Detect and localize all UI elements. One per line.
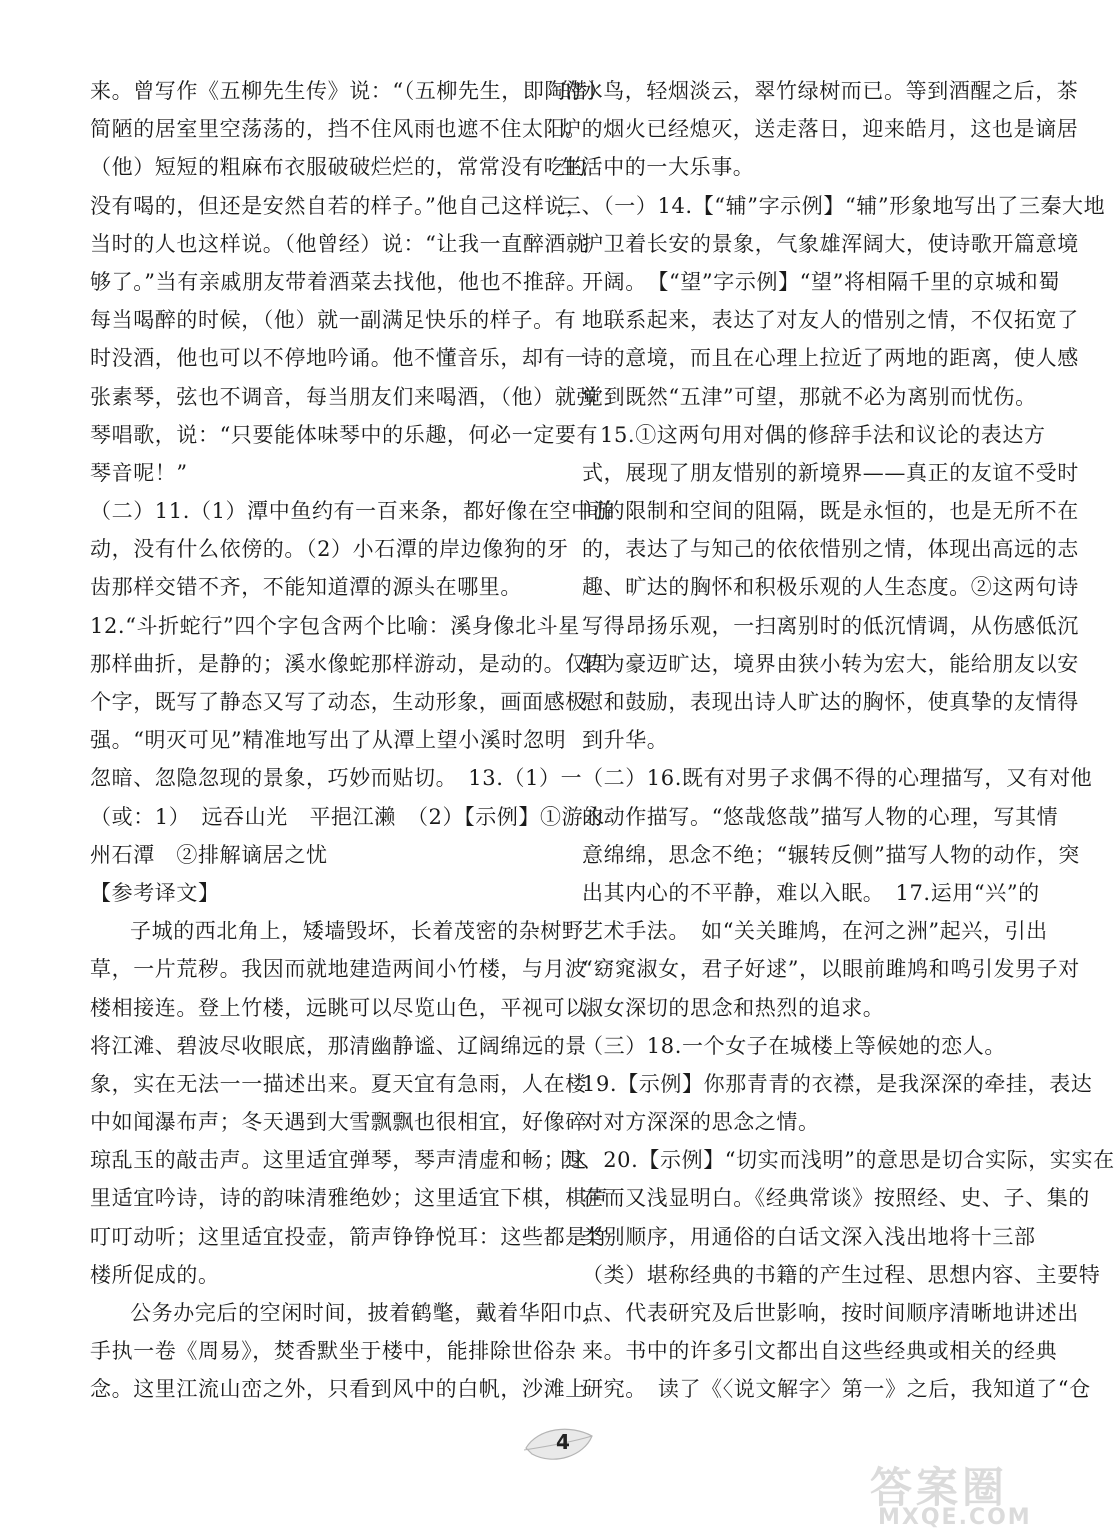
text-line: 时没酒，他也可以不停地吟诵。他不懂音乐，却有一 <box>90 346 587 371</box>
text-line: 手执一卷《周易》，焚香默坐于楼中，能排除世俗杂 <box>90 1339 577 1364</box>
answer-12: 12.“斗折蛇行”四个字包含两个比喻：溪身像北斗星 <box>90 613 580 638</box>
text-line: 每当喝醉的时候，（他）就一副满足快乐的样子。有 <box>90 308 577 333</box>
text-line: 楼所促成的。 <box>90 1262 220 1287</box>
text-line: 公务办完后的空闲时间，披着鹤氅，戴着华阳巾， <box>130 1301 606 1325</box>
text-line: 生活中的一大乐事。 <box>560 155 755 180</box>
text-line: 写得昂扬乐观，一扫离别时的低沉情调，从伤感低沉 <box>582 613 1079 638</box>
text-line: 楼相接连。登上竹楼，远眺可以尽览山色，平视可以 <box>90 995 587 1020</box>
text-line: 象，实在无法一一描述出来。夏天宜有急雨，人在楼 <box>90 1071 587 1096</box>
text-line: 将江滩、碧波尽收眼底，那清幽静谧、辽阔绵远的景 <box>90 1033 587 1058</box>
text-line: 间的限制和空间的阻隔，既是永恒的，也是无所不在 <box>582 499 1079 524</box>
text-line: 觉到既然“五津”可望，那就不必为离别而忧伤。 <box>582 384 1037 409</box>
text-line: 子城的西北角上，矮墙毁坏，长着茂密的杂树野 <box>130 919 584 944</box>
watermark-text: 答案圈 <box>870 1463 1009 1512</box>
text-line: 动，没有什么依傍的。（2）小石潭的岸边像狗的牙 <box>90 537 569 562</box>
translation-heading: 【参考译文】 <box>90 880 220 905</box>
text-line: 淑女深切的思念和热烈的追求。 <box>582 995 885 1020</box>
text-line: （或：1） 远吞山光 平挹江濑 （2）【示例】①游永 <box>90 804 605 829</box>
text-line: 州石潭 ②排解谪居之忧 <box>90 842 328 867</box>
text-line: 到升华。 <box>582 728 669 753</box>
text-line: 那样曲折，是静的；溪水像蛇那样游动，是动的。仅四 <box>90 651 609 676</box>
text-line: 齿那样交错不齐，不能知道潭的源头在哪里。 <box>90 575 522 600</box>
section-4-answer-20: 四、20.【示例】“切实而浅明”的意思是切合实际，实实在 <box>560 1148 1115 1173</box>
answer-11: （二）11.（1）潭中鱼约有一百来条，都好像在空中游 <box>90 499 615 524</box>
text-line: 点、代表研究及后世影响，按时间顺序清晰地讲述出 <box>582 1301 1079 1325</box>
text-line: 草，一片荒秽。我因而就地建造两间小竹楼，与月波 <box>90 957 587 982</box>
text-line: 念。这里江流山峦之外，只看到风中的白帆，沙滩上 <box>90 1377 587 1402</box>
text-line: 的动作描写。“悠哉悠哉”描写人物的心理，写其情 <box>582 804 1059 829</box>
section-3-answer-14: 三、（一）14.【“辅”字示例】“辅”形象地写出了三秦大地 <box>560 193 1106 218</box>
text-line: 炉的烟火已经熄灭，送走落日，迎来皓月，这也是谪居 <box>560 117 1079 142</box>
text-line: 式，展现了朋友惜别的新境界——真正的友谊不受时 <box>582 460 1079 485</box>
watermark-logo <box>870 1455 1040 1531</box>
text-line: （类）堪称经典的书籍的产生过程、思想内容、主要特 <box>582 1262 1101 1287</box>
text-line: 张素琴，弦也不调音，每当朋友们来喝酒，（他）就弹 <box>90 384 598 409</box>
text-line: 护卫着长安的景象，气象雄浑阔大，使诗歌开篇意境 <box>582 231 1079 256</box>
answer-15: 15.①这两句用对偶的修辞手法和议论的表达方 <box>600 422 1046 447</box>
text-line: 在而又浅显明白。《经典常谈》按照经、史、子、集的 <box>582 1186 1090 1211</box>
text-line: 琼乱玉的敲击声。这里适宜弹琴，琴声清虚和畅；这 <box>90 1148 587 1173</box>
page-number: 4 <box>556 1430 570 1454</box>
answer-16: （二）16.既有对男子求偶不得的心理描写，又有对他 <box>582 766 1093 791</box>
text-line: 够了。”当有亲戚朋友带着酒菜去找他，他也不推辞。 <box>90 269 588 294</box>
text-line: 诗的意境，而且在心理上拉近了两地的距离，使人感 <box>582 346 1079 371</box>
text-line: 类别顺序，用通俗的白话文深入浅出地将十三部 <box>582 1224 1036 1249</box>
text-line: 开阔。 【“望”字示例】“望”将相隔千里的京城和蜀 <box>582 269 1060 294</box>
text-line: 没有喝的，但还是安然自若的样子。”他自己这样说， <box>90 193 588 218</box>
text-line: 琴音呢！” <box>90 460 188 485</box>
text-line: 来。书中的许多引文都出自这些经典或相关的经典 <box>582 1339 1058 1364</box>
left-column <box>90 72 615 1409</box>
text-line: 中如闻瀑布声；冬天遇到大雪飘飘也很相宜，好像碎 <box>90 1110 587 1135</box>
text-line: 的，表达了与知己的依依惜别之情，体现出高远的志 <box>582 537 1079 562</box>
text-line: （他）短短的粗麻布衣服破破烂烂的，常常没有吃的 <box>90 155 587 180</box>
text-line: 地联系起来，表达了对友人的惜别之情，不仅拓宽了 <box>582 308 1079 333</box>
text-line: 出其内心的不平静，难以入眠。 17.运用“兴”的 <box>582 880 1040 905</box>
page-footer <box>520 1420 600 1470</box>
text-line: 慰和鼓励，表现出诗人旷达的胸怀，使真挚的友情得 <box>582 690 1079 714</box>
right-column <box>560 72 1115 1409</box>
watermark-url: MXQE.COM <box>878 1505 1032 1530</box>
text-line: 简陋的居室里空荡荡的，挡不住风雨也遮不住太阳。 <box>90 117 587 142</box>
answer-19: 19.【示例】你那青青的衣襟，是我深深的牵挂，表达 <box>582 1071 1093 1096</box>
text-line: 当时的人也这样说。（他曾经）说：“让我一直醉酒就 <box>90 231 588 256</box>
text-line: 强。“明灭可见”精准地写出了从潭上望小溪时忽明 <box>90 728 567 753</box>
text-line: 转为豪迈旷达，境界由狭小转为宏大，能给朋友以安 <box>582 651 1079 676</box>
text-line: 意绵绵，思念不绝；“辗转反侧”描写人物的动作，突 <box>582 842 1080 867</box>
text-line: 叮叮动听；这里适宜投壶，箭声铮铮悦耳：这些都是竹 <box>90 1224 609 1249</box>
text-line: 里适宜吟诗，诗的韵味清雅绝妙；这里适宜下棋，棋声 <box>90 1186 609 1211</box>
text-line: 忽暗、忽隐忽现的景象，巧妙而贴切。 13.（1）一 <box>90 766 583 791</box>
text-line: 的水鸟，轻烟淡云，翠竹绿树而已。等到酒醒之后，茶 <box>560 79 1079 103</box>
text-line: 琴唱歌，说：“只要能体味琴中的乐趣，何必一定要有 <box>90 422 599 447</box>
text-line: “窈窕淑女，君子好逑”，以眼前雎鸠和鸣引发男子对 <box>582 957 1080 982</box>
text-line: 个字，既写了静态又写了动态，生动形象，画面感极 <box>90 690 587 714</box>
text-line: 对对方深深的思念之情。 <box>582 1110 820 1135</box>
text-line: 趣、旷达的胸怀和积极乐观的人生态度。②这两句诗 <box>582 575 1079 600</box>
answer-18: （三）18.一个女子在城楼上等候她的恋人。 <box>582 1033 1006 1058</box>
text-line: 研究。 读了《〈说文解字〉第一》之后，我知道了“仓 <box>582 1377 1091 1402</box>
text-line: 来。曾写作《五柳先生传》说：“（五柳先生，即陶潜） <box>90 79 610 103</box>
text-line: 艺术手法。 如“关关雎鸠，在河之洲”起兴，引出 <box>582 919 1048 944</box>
